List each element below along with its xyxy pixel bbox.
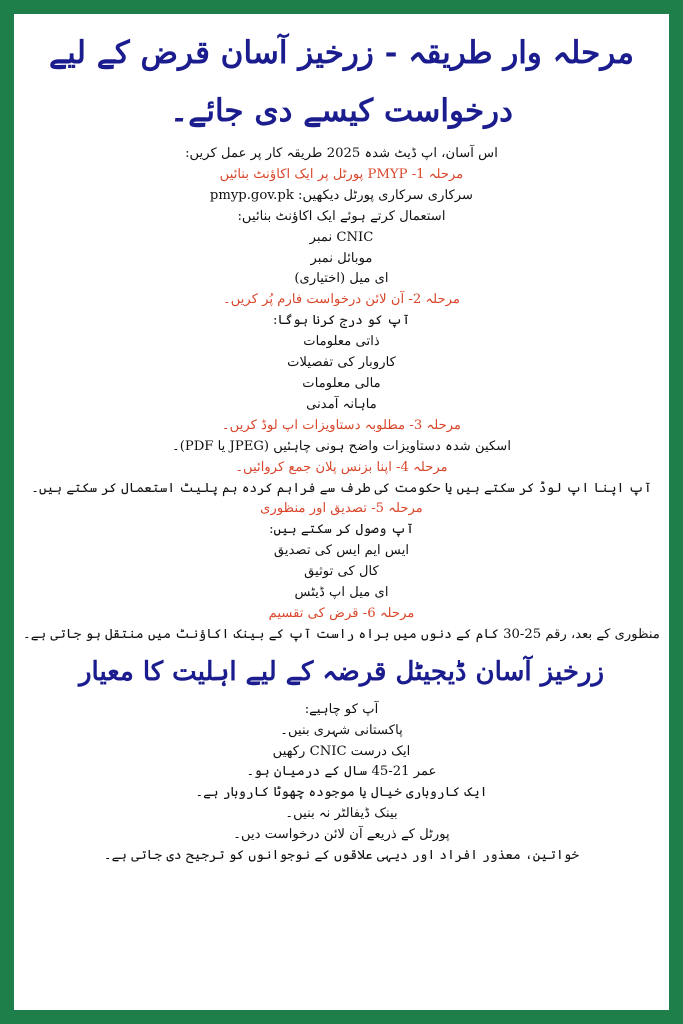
step-1-line: سرکاری سرکاری پورٹل دیکھیں: pmyp.gov.pk xyxy=(209,187,474,203)
page-title: مرحلہ وار طریقہ - زرخیز آسان قرض کے لیے درخواست کیسے دی جائے۔ xyxy=(49,35,634,129)
eligibility-line: پورٹل کے ذریعے آن لائن درخواست دیں۔ xyxy=(233,827,450,843)
step-5-line: کال کی توثیق xyxy=(304,564,379,580)
step-1-line: استعمال کرتے ہوئے ایک اکاؤنٹ بنائیں: xyxy=(237,208,446,224)
eligibility-line: ایک کاروباری خیال یا موجودہ چھوٹا کاروبار ہے۔ xyxy=(195,785,488,801)
eligibility-line: عمر 21-45 سال کے درمیان ہو۔ xyxy=(246,764,437,780)
step-1-line: موبائل نمبر xyxy=(310,250,373,266)
eligibility-heading: زرخیز آسان ڈیجیٹل قرضہ کے لیے اہلیت کا معیار xyxy=(78,656,605,687)
step-1-heading: مرحلہ 1- PMYP پورٹل پر ایک اکاؤنٹ بنائیں xyxy=(219,166,464,182)
step-2-line: آپ کو درج کرنا ہوگا: xyxy=(272,313,411,329)
step-2-line: ذاتی معلومات xyxy=(303,334,380,350)
step-3-line: اسکین شدہ دستاویزات واضح ہونی چاہئیں (JPEG یا PDF)۔ xyxy=(171,438,512,454)
step-2-heading: مرحلہ 2- آن لائن درخواست فارم پُر کریں۔ xyxy=(222,292,461,308)
eligibility-line: خواتین، معذور افراد اور دیہی علاقوں کے نوجوانوں کو ترجیح دی جاتی ہے۔ xyxy=(103,848,580,864)
step-4-line: آپ اپنا اپ لوڈ کر سکتے ہیں یا حکومت کی طرف سے فراہم کردہ ہم پلیٹ استعمال کر سکتے ہیں۔ xyxy=(31,480,652,496)
step-1-line: ای میل (اختیاری) xyxy=(294,271,389,287)
step-2-line: مالی معلومات xyxy=(302,375,381,391)
eligibility-line: ایک درست CNIC رکھیں xyxy=(272,743,411,759)
step-6-line: منظوری کے بعد، رقم 25-30 کام کے دنوں میں براہ راست آپ کے بینک اکاؤنٹ میں منتقل ہو جاتی ہے۔ xyxy=(23,626,660,642)
step-6-heading: مرحلہ 6- قرض کی تقسیم xyxy=(268,605,415,621)
step-3-heading: مرحلہ 3- مطلوبہ دستاویزات اپ لوڈ کریں۔ xyxy=(221,417,462,433)
step-5-line: آپ وصول کر سکتے ہیں: xyxy=(269,522,414,538)
article-card xyxy=(14,14,669,1010)
eligibility-line: بینک ڈیفالٹر نہ بنیں۔ xyxy=(285,806,398,822)
step-5-line: ای میل اپ ڈیٹس xyxy=(294,585,389,601)
eligibility-line: پاکستانی شہری بنیں۔ xyxy=(280,722,403,738)
step-1-line: CNIC نمبر xyxy=(309,229,374,245)
step-2-line: ماہانہ آمدنی xyxy=(306,396,377,412)
eligibility-line: آپ کو چاہیے: xyxy=(304,701,379,717)
step-5-line: ایس ایم ایس کی تصدیق xyxy=(273,543,410,559)
step-5-heading: مرحلہ 5- تصدیق اور منظوری xyxy=(260,501,423,517)
step-2-line: کاروبار کی تفصیلات xyxy=(287,355,396,371)
intro-text: اس آسان، اپ ڈیٹ شدہ 2025 طریقہ کار پر عمل کریں: xyxy=(185,146,498,161)
step-4-heading: مرحلہ 4- اپنا بزنس پلان جمع کروائیں۔ xyxy=(235,459,448,475)
